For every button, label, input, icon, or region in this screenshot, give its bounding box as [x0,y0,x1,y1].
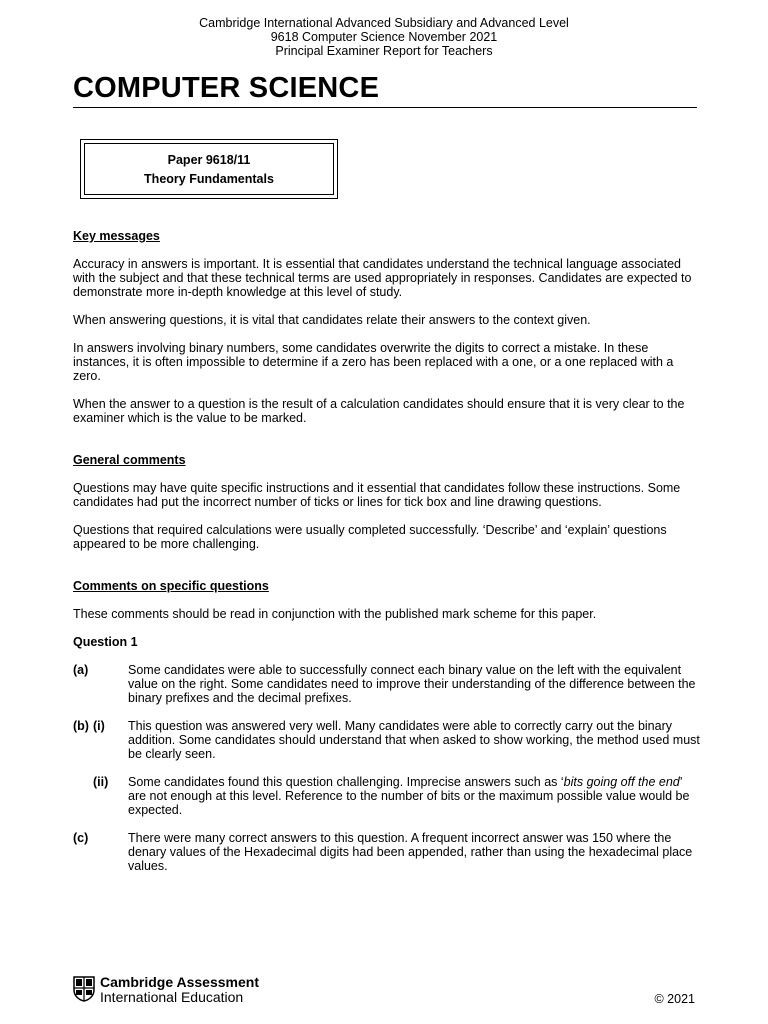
cambridge-logo [73,974,263,1006]
question-item [73,663,703,705]
specific-comments-heading: Comments on specific questions [73,579,269,593]
item-text: There were many correct answers to this question. A frequent incorrect answer was 150 where the denary values of the Hexadecimal digits had been appended, rather than using the hexadecimal place values. [128,831,693,873]
logo-text-line-1: Cambridge Assessment [100,974,259,990]
paper-box-inner [84,143,334,195]
item-text: Some candidates were able to successfully connect each binary value on the left with the equivalent value on the right. Some candidates need to improve their understanding of the difference between the binary prefixes and the decimal prefixes. [128,663,696,705]
general-comments-heading: General comments [73,453,186,467]
header-line-2: 9618 Computer Science November 2021 [270,30,498,44]
item-emphasis: bits going off the end [563,775,680,789]
key-messages-p3: In answers involving binary numbers, some candidates overwrite the digits to correct a mistake. In these instances, it is often impossible to determine if a zero has been replaced with a one, or a one replaced with a zero. [73,341,674,383]
crest-icon [73,976,95,1002]
question-item [73,831,703,873]
key-messages-p4: When the answer to a question is the result of a calculation candidates should ensure that it is very clear to the examiner which is the value to be marked. [73,397,685,425]
title-divider [73,107,697,108]
question-1-heading: Question 1 [73,635,138,649]
key-messages-heading: Key messages [73,229,160,243]
question-item [73,775,703,817]
logo-text-line-2: International Education [100,989,244,1005]
item-sublabel: (i) [93,719,105,733]
question-item [73,719,703,761]
item-text: Some candidates found this question challenging. Imprecise answers such as ‘bits going off the end’ are not enough at this level. Reference to the number of bits or the maximum possible value would be expected. [128,775,690,817]
copyright: © 2021 [654,992,695,1006]
specific-comments-intro: These comments should be read in conjunction with the published mark scheme for this paper. [73,607,597,621]
item-label: (c) [73,831,89,845]
item-label: (b) [73,719,89,733]
item-sublabel: (ii) [93,775,109,789]
header-line-1: Cambridge International Advanced Subsidiary and Advanced Level [199,16,569,30]
key-messages-p1: Accuracy in answers is important. It is essential that candidates understand the technical language associated with the subject and that these technical terms are used appropriately in responses. Candidates are expected to demonstrate more in-depth knowledge at this level of study. [73,257,692,299]
report-header [0,16,768,58]
paper-box [80,139,338,199]
general-comments-p2: Questions that required calculations were usually completed successfully. ‘Describe’ and ‘explain’ questions appeared to be more challenging. [73,523,667,551]
item-text: This question was answered very well. Many candidates were able to correctly carry out the binary addition. Some candidates should understand that when asked to show working, the method used must be clearly seen. [128,719,700,761]
key-messages-p2: When answering questions, it is vital that candidates relate their answers to the context given. [73,313,591,327]
document-title: COMPUTER SCIENCE [73,72,380,104]
item-label: (a) [73,663,89,677]
general-comments-p1: Questions may have quite specific instructions and it essential that candidates follow these instructions. Some candidates had put the incorrect number of ticks or lines for tick box and line drawing questions. [73,481,681,509]
paper-name: Theory Fundamentals [144,172,274,186]
paper-number: Paper 9618/11 [167,153,251,167]
header-line-3: Principal Examiner Report for Teachers [275,44,493,58]
